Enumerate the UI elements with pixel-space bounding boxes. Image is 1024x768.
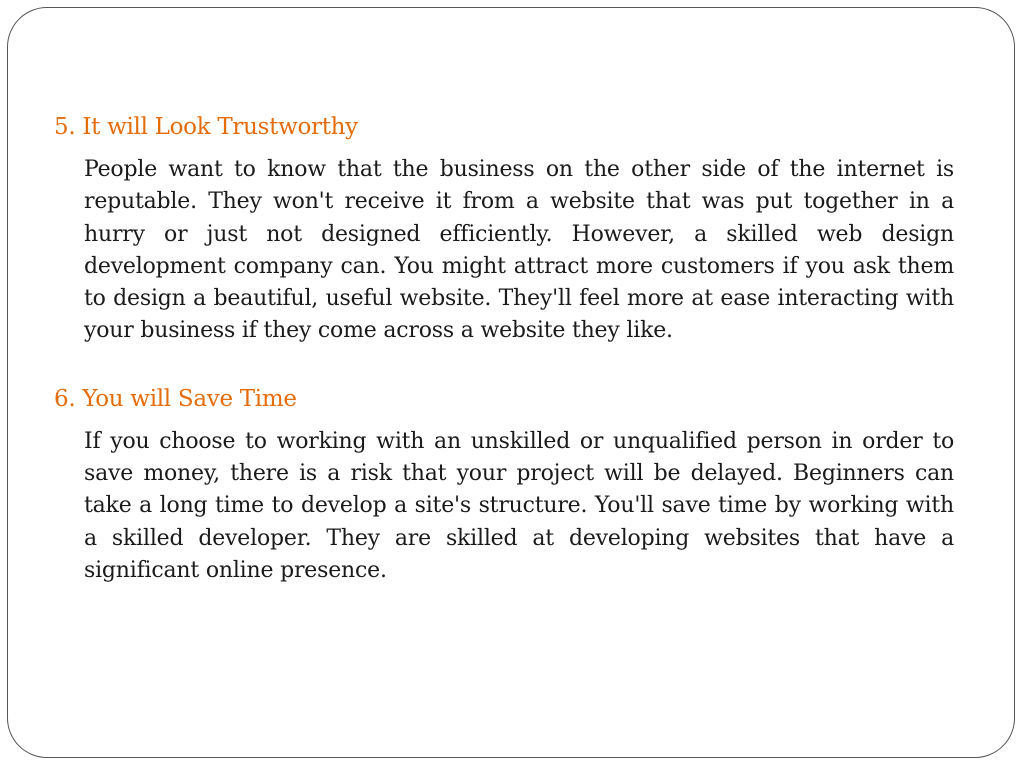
section-heading: 6. You will Save Time [54, 385, 297, 412]
section-heading: 5. It will Look Trustworthy [54, 114, 358, 140]
section-body: If you choose to working with an unskilled or unqualified person in order to save money, there is a risk that your project will be delayed. Beginners can take a long time to develop a site's structure. You'll save time by working with a skilled developer. They are skilled at developing websites that have a significant online presence. [84, 428, 954, 583]
section-trustworthy [54, 112, 954, 348]
section-body: People want to know that the business on the other side of the internet is reputable. They won't receive it from a website that was put together in a hurry or just not designed efficiently. However, a skilled web design development company can. You might attract more customers if you ask them to design a beautiful, useful website. They'll feel more at ease interacting with your business if they come across a website they like. [84, 157, 954, 344]
slide-content [54, 112, 954, 587]
section-save-time [54, 384, 954, 587]
